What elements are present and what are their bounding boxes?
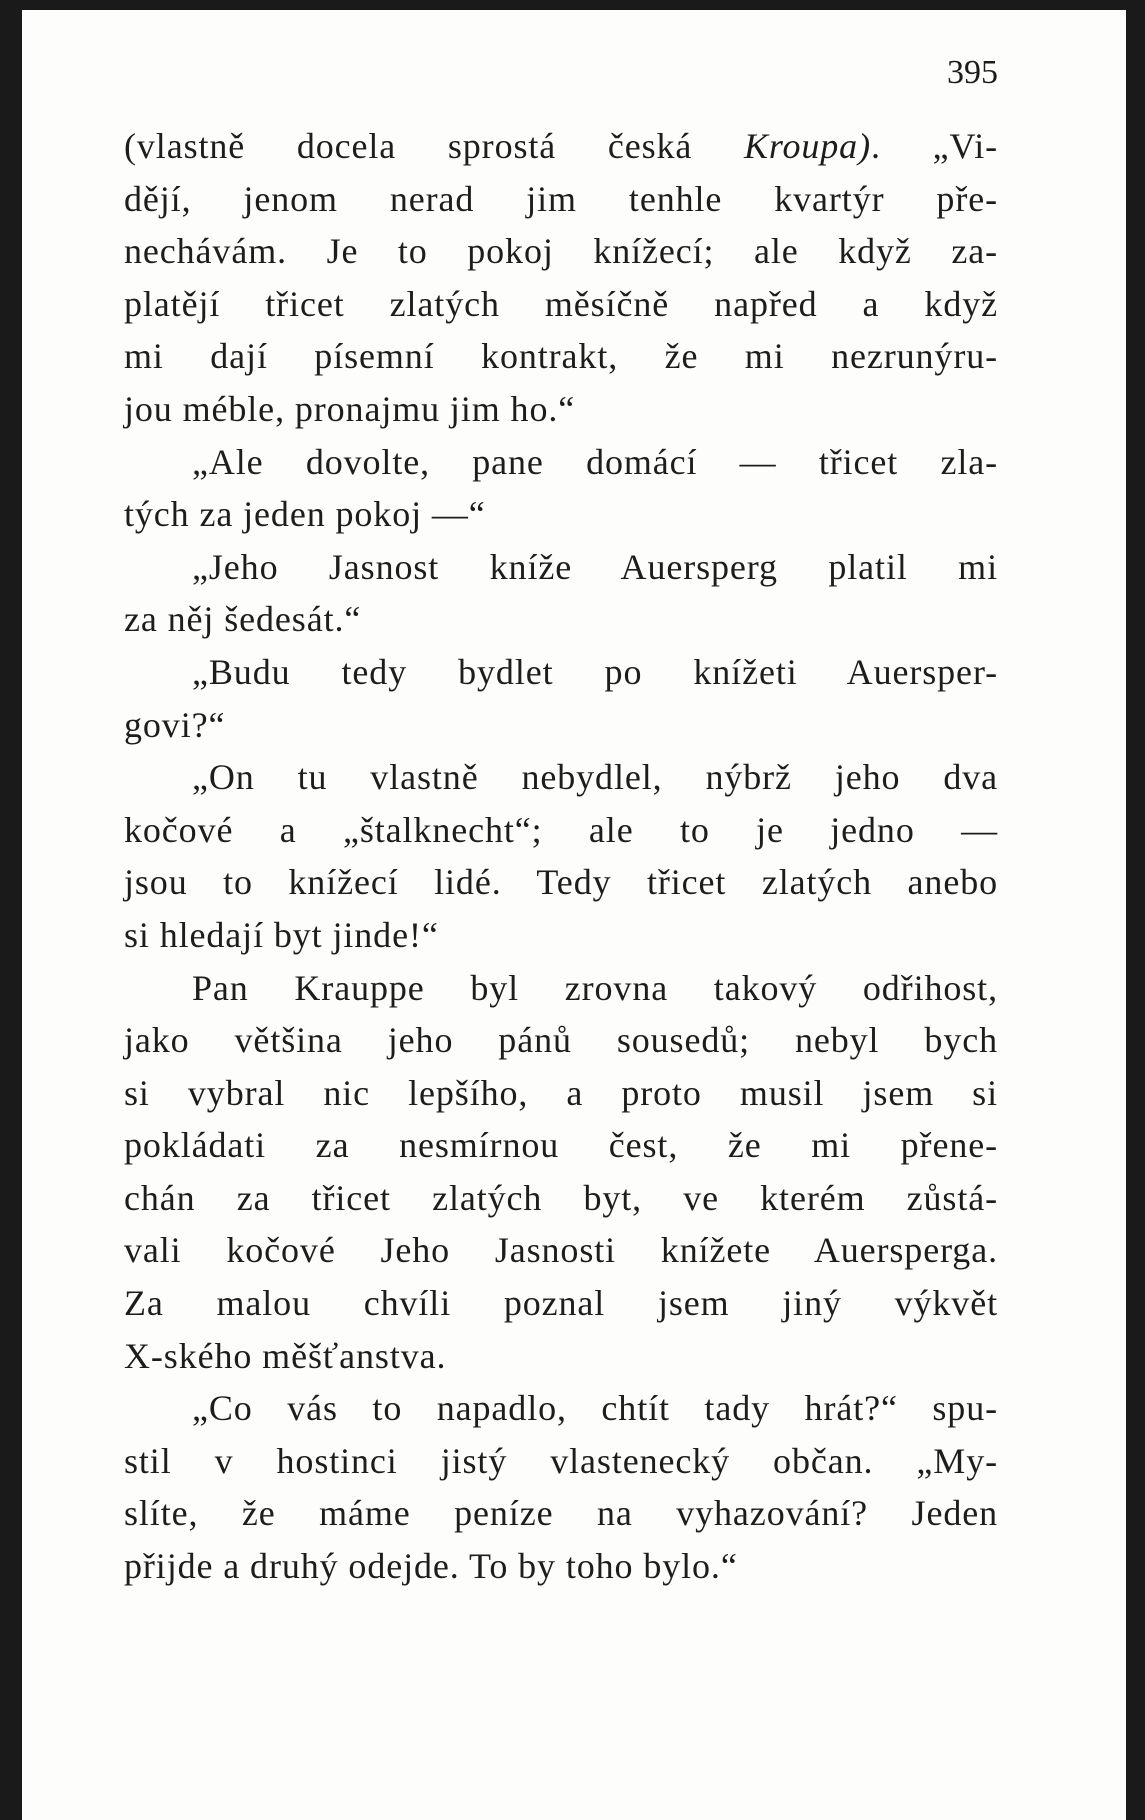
text-line: si hledají byt jinde!“: [124, 914, 439, 955]
page-text: [124, 120, 998, 1593]
text-line: mi dají písemní kontrakt, že mi nezrunýru-: [124, 336, 998, 377]
text-line: za něj šedesát.“: [124, 599, 362, 640]
text-line: stil v hostinci jistý vlastenecký občan. „My-: [124, 1440, 998, 1481]
text-line: Za malou chvíli poznal jsem jiný výkvět: [124, 1283, 998, 1324]
text-line: dějí, jenom nerad jim tenhle kvartýr pře-: [124, 178, 998, 219]
text-line: jako většina jeho pánů sousedů; nebyl bych: [124, 1020, 998, 1061]
text-line: „Ale dovolte, pane domácí — třicet zla-: [192, 441, 998, 482]
page-number: 395: [947, 54, 998, 91]
text-line: Pan Krauppe byl zrovna takový odřihost,: [192, 967, 998, 1008]
text-line: tých za jeden pokoj —“: [124, 494, 486, 535]
text-line: jsou to knížecí lidé. Tedy třicet zlatých anebo: [124, 862, 998, 903]
text-line: vali kočové Jeho Jasnosti knížete Auersperga.: [124, 1230, 998, 1271]
text-line: pokládati za nesmírnou čest, že mi přene-: [124, 1125, 998, 1166]
text-line: „On tu vlastně nebydlel, nýbrž jeho dva: [192, 757, 998, 798]
text-line: chán za třicet zlatých byt, ve kterém zůstá-: [124, 1177, 998, 1218]
text-line: (vlastně docela sprostá česká Kroupa). „Vi-: [124, 126, 998, 166]
italic-word: Kroupa): [744, 126, 871, 166]
text-line: X-ského měšťanstva.: [124, 1335, 447, 1376]
text-line: „Budu tedy bydlet po knížeti Auersper-: [192, 651, 998, 692]
text-line: slíte, že máme peníze na vyhazování? Jeden: [124, 1493, 998, 1534]
text-line: platějí třicet zlatých měsíčně napřed a když: [124, 283, 998, 324]
text-line: jou méble, pronajmu jim ho.“: [124, 388, 576, 429]
text-line: „Jeho Jasnost kníže Auersperg platil mi: [192, 546, 998, 587]
book-page: [22, 10, 1126, 1820]
text-line: přijde a druhý odejde. To by toho bylo.“: [124, 1546, 738, 1587]
text-line: kočové a „štalknecht“; ale to je jedno —: [124, 809, 998, 850]
text-line: „Co vás to napadlo, chtít tady hrát?“ spu-: [192, 1388, 998, 1429]
text-line: nechávám. Je to pokoj knížecí; ale když za-: [124, 231, 998, 272]
text-line: si vybral nic lepšího, a proto musil jsem si: [124, 1072, 998, 1113]
text-line: govi?“: [124, 704, 226, 745]
